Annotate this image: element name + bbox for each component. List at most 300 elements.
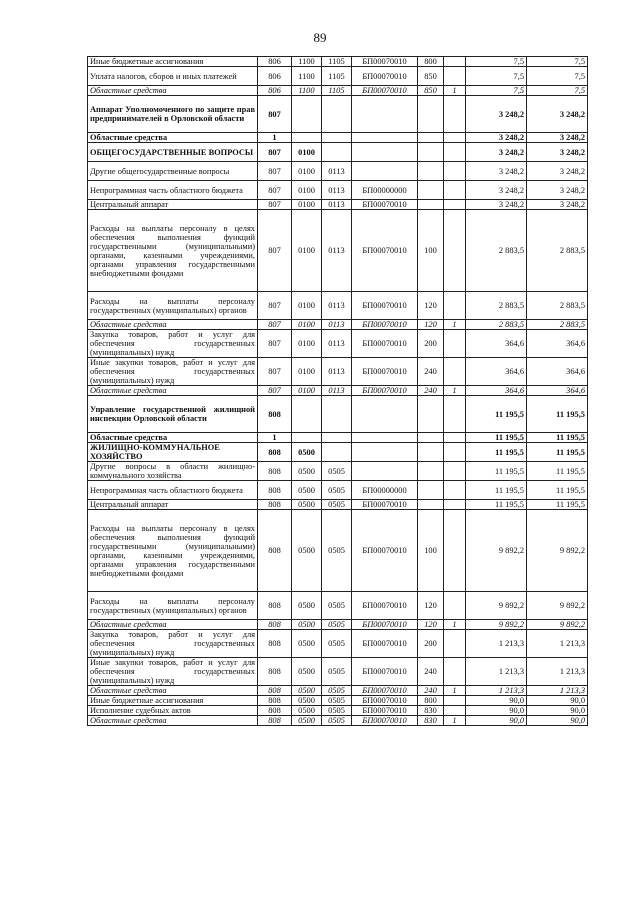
row-fs-code: 1 — [444, 686, 466, 696]
row-name: Расходы на выплаты персоналу государственных (муниципальных) органов — [88, 592, 258, 620]
row-name: Областные средства — [88, 86, 258, 96]
row-name: Расходы на выплаты персоналу в целях обеспечения выполнения функций государственными (муниципальными) органами, казенными учреждениями, органами управления государственными внебюджетными фондами — [88, 510, 258, 592]
row-value-1: 364,6 — [466, 358, 527, 386]
row-pr-code: 0113 — [322, 358, 352, 386]
row-rz-code: 0500 — [292, 716, 322, 726]
row-name: Расходы на выплаты персоналу в целях обеспечения выполнения функций государственными (муниципальными) органами, казенными учреждениями, органами управления государственными внебюджетными фондами — [88, 210, 258, 292]
row-gr-code: 807 — [258, 330, 292, 358]
row-name: Областные средства — [88, 133, 258, 143]
row-fs-code — [444, 443, 466, 462]
row-pr-code: 0505 — [322, 500, 352, 510]
row-gr-code: 807 — [258, 200, 292, 210]
row-gr-code: 807 — [258, 96, 292, 133]
row-rz-code: 0500 — [292, 510, 322, 592]
row-value-1: 3 248,2 — [466, 162, 527, 181]
row-vr-code — [418, 433, 444, 443]
row-rz-code — [292, 133, 322, 143]
table-row — [88, 210, 588, 292]
row-vr-code — [418, 200, 444, 210]
table-row — [88, 630, 588, 658]
row-pr-code: 1105 — [322, 57, 352, 67]
row-gr-code: 807 — [258, 181, 292, 200]
row-value-1: 11 195,5 — [466, 462, 527, 481]
row-vr-code: 800 — [418, 57, 444, 67]
row-value-2: 11 195,5 — [527, 500, 588, 510]
row-pr-code — [322, 133, 352, 143]
row-csr-code: БП00070010 — [352, 658, 418, 686]
row-gr-code: 808 — [258, 706, 292, 716]
row-value-2: 364,6 — [527, 386, 588, 396]
table-row — [88, 320, 588, 330]
row-csr-code: БП00000000 — [352, 481, 418, 500]
row-pr-code — [322, 396, 352, 433]
row-pr-code: 0505 — [322, 510, 352, 592]
row-value-1: 11 195,5 — [466, 433, 527, 443]
row-name: Аппарат Уполномоченного по защите прав предпринимателей в Орловской области — [88, 96, 258, 133]
page-number: 89 — [313, 30, 327, 45]
row-csr-code: БП00070010 — [352, 706, 418, 716]
row-gr-code: 807 — [258, 143, 292, 162]
row-fs-code: 1 — [444, 620, 466, 630]
row-csr-code — [352, 133, 418, 143]
row-rz-code: 0500 — [292, 443, 322, 462]
row-name: ОБЩЕГОСУДАРСТВЕННЫЕ ВОПРОСЫ — [88, 143, 258, 162]
row-pr-code: 0113 — [322, 320, 352, 330]
row-vr-code — [418, 443, 444, 462]
row-value-2: 9 892,2 — [527, 510, 588, 592]
row-csr-code: БП00070010 — [352, 630, 418, 658]
row-vr-code: 850 — [418, 86, 444, 96]
row-gr-code: 1 — [258, 433, 292, 443]
table-row — [88, 696, 588, 706]
table-row — [88, 443, 588, 462]
row-vr-code — [418, 162, 444, 181]
row-rz-code — [292, 396, 322, 433]
row-gr-code: 808 — [258, 716, 292, 726]
row-rz-code: 0100 — [292, 181, 322, 200]
row-vr-code: 240 — [418, 686, 444, 696]
row-csr-code: БП00070010 — [352, 210, 418, 292]
table-row — [88, 658, 588, 686]
row-gr-code: 808 — [258, 500, 292, 510]
row-pr-code: 0113 — [322, 162, 352, 181]
row-gr-code: 808 — [258, 462, 292, 481]
row-value-1: 11 195,5 — [466, 481, 527, 500]
row-pr-code: 0505 — [322, 620, 352, 630]
row-fs-code — [444, 481, 466, 500]
row-gr-code: 808 — [258, 481, 292, 500]
row-gr-code: 807 — [258, 386, 292, 396]
row-value-1: 90,0 — [466, 706, 527, 716]
row-gr-code: 808 — [258, 443, 292, 462]
row-vr-code: 120 — [418, 320, 444, 330]
row-vr-code: 100 — [418, 210, 444, 292]
table-row — [88, 200, 588, 210]
row-csr-code: БП00070010 — [352, 386, 418, 396]
row-pr-code: 0113 — [322, 292, 352, 320]
row-vr-code — [418, 500, 444, 510]
row-value-2: 7,5 — [527, 86, 588, 96]
row-rz-code: 0100 — [292, 200, 322, 210]
budget-table — [87, 56, 588, 726]
row-value-2: 90,0 — [527, 696, 588, 706]
row-value-1: 11 195,5 — [466, 396, 527, 433]
table-row — [88, 686, 588, 696]
row-pr-code: 0505 — [322, 462, 352, 481]
table-row — [88, 67, 588, 86]
row-pr-code: 0505 — [322, 481, 352, 500]
row-gr-code: 808 — [258, 620, 292, 630]
row-name: Иные бюджетные ассигнования — [88, 57, 258, 67]
row-name: Управление государственной жилищной инспекции Орловской области — [88, 396, 258, 433]
row-rz-code: 1100 — [292, 57, 322, 67]
row-csr-code: БП00070010 — [352, 592, 418, 620]
row-value-1: 7,5 — [466, 57, 527, 67]
row-name: Уплата налогов, сборов и иных платежей — [88, 67, 258, 86]
row-vr-code: 240 — [418, 358, 444, 386]
row-fs-code — [444, 57, 466, 67]
row-csr-code: БП00070010 — [352, 716, 418, 726]
row-value-2: 2 883,5 — [527, 210, 588, 292]
row-value-1: 11 195,5 — [466, 500, 527, 510]
row-pr-code — [322, 443, 352, 462]
row-rz-code: 0500 — [292, 620, 322, 630]
row-vr-code — [418, 181, 444, 200]
row-value-2: 9 892,2 — [527, 592, 588, 620]
row-value-2: 364,6 — [527, 358, 588, 386]
row-pr-code: 0505 — [322, 696, 352, 706]
row-fs-code — [444, 462, 466, 481]
table-row — [88, 620, 588, 630]
row-name: Областные средства — [88, 433, 258, 443]
row-name: Областные средства — [88, 320, 258, 330]
row-value-2: 2 883,5 — [527, 292, 588, 320]
row-value-1: 90,0 — [466, 696, 527, 706]
row-name: Закупка товаров, работ и услуг для обеспечения государственных (муниципальных) нужд — [88, 630, 258, 658]
row-vr-code: 120 — [418, 592, 444, 620]
row-value-1: 2 883,5 — [466, 292, 527, 320]
row-gr-code: 808 — [258, 658, 292, 686]
table-row — [88, 386, 588, 396]
row-gr-code: 806 — [258, 57, 292, 67]
row-gr-code: 808 — [258, 696, 292, 706]
row-value-2: 3 248,2 — [527, 133, 588, 143]
row-name: Областные средства — [88, 686, 258, 696]
row-csr-code — [352, 143, 418, 162]
row-name: ЖИЛИЩНО-КОММУНАЛЬНОЕ ХОЗЯЙСТВО — [88, 443, 258, 462]
row-value-2: 11 195,5 — [527, 443, 588, 462]
row-value-1: 9 892,2 — [466, 510, 527, 592]
row-value-2: 1 213,3 — [527, 686, 588, 696]
row-rz-code: 0500 — [292, 462, 322, 481]
row-pr-code — [322, 96, 352, 133]
row-value-1: 7,5 — [466, 67, 527, 86]
row-name: Областные средства — [88, 620, 258, 630]
row-name: Расходы на выплаты персоналу государственных (муниципальных) органов — [88, 292, 258, 320]
row-name: Исполнение судебных актов — [88, 706, 258, 716]
table-row — [88, 57, 588, 67]
row-rz-code: 0500 — [292, 696, 322, 706]
row-value-1: 3 248,2 — [466, 181, 527, 200]
row-vr-code: 830 — [418, 706, 444, 716]
row-vr-code — [418, 481, 444, 500]
row-fs-code — [444, 200, 466, 210]
row-rz-code: 0500 — [292, 686, 322, 696]
row-name: Непрограммная часть областного бюджета — [88, 481, 258, 500]
row-value-1: 9 892,2 — [466, 592, 527, 620]
row-fs-code — [444, 396, 466, 433]
row-rz-code — [292, 96, 322, 133]
row-gr-code: 806 — [258, 86, 292, 96]
row-rz-code: 1100 — [292, 67, 322, 86]
table-row — [88, 96, 588, 133]
row-gr-code: 808 — [258, 396, 292, 433]
row-fs-code: 1 — [444, 716, 466, 726]
row-csr-code: БП00070010 — [352, 330, 418, 358]
table-row — [88, 433, 588, 443]
row-csr-code — [352, 443, 418, 462]
row-csr-code: БП00000000 — [352, 181, 418, 200]
row-value-1: 364,6 — [466, 386, 527, 396]
row-gr-code: 808 — [258, 592, 292, 620]
row-fs-code — [444, 96, 466, 133]
row-vr-code: 200 — [418, 630, 444, 658]
row-name: Центральный аппарат — [88, 200, 258, 210]
row-csr-code: БП00070010 — [352, 686, 418, 696]
row-value-1: 9 892,2 — [466, 620, 527, 630]
row-pr-code: 1105 — [322, 86, 352, 96]
row-vr-code: 240 — [418, 658, 444, 686]
table-row — [88, 706, 588, 716]
row-rz-code: 0100 — [292, 292, 322, 320]
table-row — [88, 500, 588, 510]
row-fs-code — [444, 133, 466, 143]
row-value-2: 7,5 — [527, 67, 588, 86]
row-value-2: 364,6 — [527, 330, 588, 358]
row-value-2: 90,0 — [527, 716, 588, 726]
table-row — [88, 181, 588, 200]
row-fs-code — [444, 330, 466, 358]
row-rz-code: 0100 — [292, 210, 322, 292]
row-pr-code: 0505 — [322, 592, 352, 620]
row-value-2: 11 195,5 — [527, 433, 588, 443]
row-csr-code: БП00070010 — [352, 358, 418, 386]
row-gr-code: 808 — [258, 510, 292, 592]
row-value-2: 9 892,2 — [527, 620, 588, 630]
row-value-2: 1 213,3 — [527, 630, 588, 658]
row-csr-code: БП00070010 — [352, 696, 418, 706]
row-name: Центральный аппарат — [88, 500, 258, 510]
row-csr-code: БП00070010 — [352, 292, 418, 320]
row-pr-code: 0113 — [322, 181, 352, 200]
row-fs-code — [444, 181, 466, 200]
row-value-1: 90,0 — [466, 716, 527, 726]
row-rz-code: 0500 — [292, 630, 322, 658]
row-csr-code: БП00070010 — [352, 320, 418, 330]
row-fs-code — [444, 210, 466, 292]
row-gr-code: 807 — [258, 210, 292, 292]
row-pr-code: 0113 — [322, 200, 352, 210]
row-pr-code: 0505 — [322, 706, 352, 716]
row-value-2: 3 248,2 — [527, 200, 588, 210]
table-row — [88, 358, 588, 386]
row-fs-code — [444, 696, 466, 706]
row-rz-code: 0100 — [292, 143, 322, 162]
row-vr-code: 200 — [418, 330, 444, 358]
row-value-2: 90,0 — [527, 706, 588, 716]
row-rz-code: 0100 — [292, 358, 322, 386]
row-pr-code — [322, 433, 352, 443]
row-name: Закупка товаров, работ и услуг для обеспечения государственных (муниципальных) нужд — [88, 330, 258, 358]
row-value-1: 364,6 — [466, 330, 527, 358]
row-pr-code: 0505 — [322, 716, 352, 726]
row-value-2: 1 213,3 — [527, 658, 588, 686]
row-rz-code: 0500 — [292, 706, 322, 716]
row-csr-code: БП00070010 — [352, 200, 418, 210]
row-rz-code: 1100 — [292, 86, 322, 96]
row-value-2: 2 883,5 — [527, 320, 588, 330]
row-fs-code — [444, 433, 466, 443]
row-csr-code: БП00070010 — [352, 67, 418, 86]
row-pr-code — [322, 143, 352, 162]
row-value-2: 3 248,2 — [527, 96, 588, 133]
table-row — [88, 292, 588, 320]
row-vr-code: 800 — [418, 696, 444, 706]
row-rz-code: 0500 — [292, 658, 322, 686]
table-row — [88, 133, 588, 143]
table-row — [88, 162, 588, 181]
row-value-1: 3 248,2 — [466, 96, 527, 133]
row-name: Иные бюджетные ассигнования — [88, 696, 258, 706]
row-value-1: 3 248,2 — [466, 133, 527, 143]
row-fs-code — [444, 630, 466, 658]
row-value-1: 2 883,5 — [466, 210, 527, 292]
row-rz-code: 0100 — [292, 330, 322, 358]
row-csr-code: БП00070010 — [352, 510, 418, 592]
row-name: Областные средства — [88, 386, 258, 396]
row-pr-code: 0505 — [322, 658, 352, 686]
row-vr-code — [418, 133, 444, 143]
table-row — [88, 481, 588, 500]
row-fs-code — [444, 500, 466, 510]
row-value-1: 7,5 — [466, 86, 527, 96]
row-fs-code — [444, 67, 466, 86]
row-rz-code: 0100 — [292, 320, 322, 330]
row-fs-code — [444, 143, 466, 162]
table-row — [88, 86, 588, 96]
table-row — [88, 143, 588, 162]
table-row — [88, 462, 588, 481]
row-name: Областные средства — [88, 716, 258, 726]
row-fs-code — [444, 292, 466, 320]
row-csr-code: БП00070010 — [352, 86, 418, 96]
row-gr-code: 1 — [258, 133, 292, 143]
row-rz-code: 0500 — [292, 500, 322, 510]
row-csr-code — [352, 462, 418, 481]
row-gr-code: 806 — [258, 67, 292, 86]
row-gr-code: 807 — [258, 320, 292, 330]
row-value-2: 7,5 — [527, 57, 588, 67]
row-value-2: 3 248,2 — [527, 143, 588, 162]
row-fs-code — [444, 706, 466, 716]
row-vr-code — [418, 396, 444, 433]
row-value-1: 3 248,2 — [466, 200, 527, 210]
row-rz-code: 0100 — [292, 162, 322, 181]
row-value-2: 11 195,5 — [527, 396, 588, 433]
row-vr-code — [418, 143, 444, 162]
row-name: Другие вопросы в области жилищно-коммунального хозяйства — [88, 462, 258, 481]
row-vr-code: 830 — [418, 716, 444, 726]
row-gr-code: 808 — [258, 686, 292, 696]
row-gr-code: 807 — [258, 358, 292, 386]
row-csr-code — [352, 162, 418, 181]
row-name: Иные закупки товаров, работ и услуг для обеспечения государственных (муниципальных) нужд — [88, 658, 258, 686]
row-pr-code: 1105 — [322, 67, 352, 86]
table-row — [88, 396, 588, 433]
row-fs-code — [444, 162, 466, 181]
row-value-1: 1 213,3 — [466, 658, 527, 686]
row-fs-code: 1 — [444, 320, 466, 330]
row-rz-code: 0500 — [292, 481, 322, 500]
row-vr-code: 100 — [418, 510, 444, 592]
table-row — [88, 510, 588, 592]
row-value-2: 3 248,2 — [527, 181, 588, 200]
row-csr-code — [352, 96, 418, 133]
row-name: Иные закупки товаров, работ и услуг для обеспечения государственных (муниципальных) нужд — [88, 358, 258, 386]
row-vr-code: 120 — [418, 292, 444, 320]
row-gr-code: 807 — [258, 162, 292, 181]
row-csr-code: БП00070010 — [352, 620, 418, 630]
row-pr-code: 0113 — [322, 330, 352, 358]
row-fs-code — [444, 358, 466, 386]
row-value-1: 11 195,5 — [466, 443, 527, 462]
row-pr-code: 0113 — [322, 210, 352, 292]
row-value-2: 11 195,5 — [527, 462, 588, 481]
row-fs-code — [444, 658, 466, 686]
row-pr-code: 0505 — [322, 686, 352, 696]
row-name: Непрограммная часть областного бюджета — [88, 181, 258, 200]
row-rz-code: 0100 — [292, 386, 322, 396]
row-value-2: 3 248,2 — [527, 162, 588, 181]
table-body — [88, 57, 588, 726]
row-csr-code — [352, 396, 418, 433]
row-gr-code: 807 — [258, 292, 292, 320]
row-fs-code — [444, 510, 466, 592]
row-vr-code — [418, 96, 444, 133]
row-rz-code: 0500 — [292, 592, 322, 620]
row-fs-code: 1 — [444, 86, 466, 96]
row-vr-code: 240 — [418, 386, 444, 396]
table-row — [88, 330, 588, 358]
row-value-1: 1 213,3 — [466, 686, 527, 696]
row-fs-code — [444, 592, 466, 620]
row-csr-code — [352, 433, 418, 443]
row-value-1: 3 248,2 — [466, 143, 527, 162]
row-vr-code: 850 — [418, 67, 444, 86]
row-value-1: 2 883,5 — [466, 320, 527, 330]
row-value-2: 11 195,5 — [527, 481, 588, 500]
row-vr-code — [418, 462, 444, 481]
row-pr-code: 0505 — [322, 630, 352, 658]
row-name: Другие общегосударственные вопросы — [88, 162, 258, 181]
row-vr-code: 120 — [418, 620, 444, 630]
row-rz-code — [292, 433, 322, 443]
row-csr-code: БП00070010 — [352, 57, 418, 67]
row-csr-code: БП00070010 — [352, 500, 418, 510]
table-row — [88, 716, 588, 726]
table-row — [88, 592, 588, 620]
row-fs-code: 1 — [444, 386, 466, 396]
